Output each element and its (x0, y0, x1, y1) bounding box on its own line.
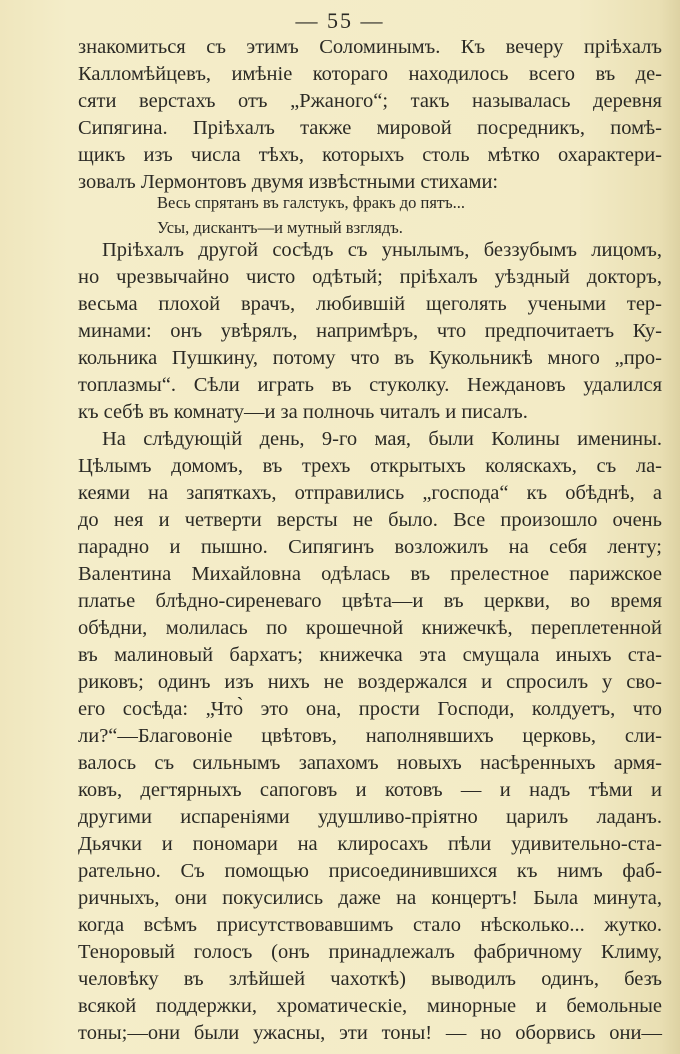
text-line: ковъ, дегтярныхъ сапоговъ и котовъ — и надъ тѣми и (78, 779, 662, 801)
text-line: Дьячки и пономари на клиросахъ пѣли удивительно-ста- (78, 833, 662, 855)
verse-quote (157, 190, 465, 240)
text-line: топлазмы“. Сѣли играть въ стуколку. Неждановъ удалился (78, 374, 662, 396)
text-line: щикъ изъ числа тѣхъ, которыхъ столь мѣтко охарактери- (78, 144, 662, 166)
text-line: рательно. Съ помощью присоединившихся къ нимъ фаб- (78, 860, 662, 882)
verse-line: Усы, дискантъ—и мутный взглядъ. (157, 218, 403, 237)
text-line: обѣдни, молилась по крошечной книжечкѣ, переплетенной (78, 617, 662, 639)
text-line: весьма плохой врачъ, любившій щеголять учеными тер- (78, 293, 662, 315)
text-line: всякой поддержки, хроматическіе, минорные и бемольные (78, 995, 662, 1017)
text-line: Цѣлымъ домомъ, въ трехъ открытыхъ коляскахъ, съ ла- (78, 455, 662, 477)
text-line: платье блѣдно-сиреневаго цвѣта—и въ церкви, во время (78, 590, 662, 612)
text-line: знакомиться съ этимъ Соломинымъ. Къ вечеру пріѣхалъ (78, 36, 662, 58)
text-line: сяти верстахъ отъ „Ржаного“; такъ называлась деревня (78, 90, 662, 112)
text-line: человѣку въ злѣйшей чахоткѣ) выводилъ одинъ, безъ (78, 968, 662, 990)
text-block-intro (78, 34, 662, 196)
text-line: Валентина Михайловна одѣлась въ прелестное парижское (78, 563, 662, 585)
text-line: парадно и пышно. Сипягинъ возложилъ на себя ленту; (78, 536, 662, 558)
text-line: но чрезвычайно чисто одѣтый; пріѣхалъ уѣздный докторъ, (78, 266, 662, 288)
text-line: когда всѣмъ присутствовавшимъ стало нѣсколько... жутко. (78, 914, 662, 936)
text-line: кеями на запяткахъ, отправились „господа“ къ обѣднѣ, а (78, 482, 662, 504)
text-block-body (78, 237, 662, 1047)
text-line: Сипягина. Пріѣхалъ также мировой посредникъ, помѣ- (78, 117, 662, 139)
text-line: въ малиновый бархатъ; книжечка эта смущала иныхъ ста- (78, 644, 662, 666)
text-line: его сосѣда: „Что̀ это она, прости Господи, колдуетъ, что (78, 698, 662, 720)
text-line: На слѣдующій день, 9-го мая, были Колины именины. (102, 428, 662, 450)
page-number: — 55 — (295, 8, 385, 33)
text-line: къ себѣ въ комнату—и за полночь читалъ и писалъ. (78, 401, 528, 423)
text-line: риковъ; одинъ изъ нихъ не воздержался и спросилъ у сво- (78, 671, 662, 693)
text-line: зовалъ Лермонтовъ двумя извѣстными стихами: (78, 171, 499, 193)
text-line: ричныхъ, они покусились даже на концертъ! Была минута, (78, 887, 662, 909)
text-line: Теноровый голосъ (онъ принадлежалъ фабричному Климу, (78, 941, 662, 963)
text-line: кольника Пушкину, потому что въ Кукольникѣ много „про- (78, 347, 662, 369)
text-line: Калломѣйцевъ, имѣніе котораго находилось всего въ де- (78, 63, 662, 85)
text-line: тоны;—они были ужасны, эти тоны! — но оборвись они— (78, 1022, 662, 1044)
text-line: Пріѣхалъ другой сосѣдъ съ унылымъ, беззубымъ лицомъ, (102, 239, 662, 261)
verse-line: Весь спрятанъ въ галстукъ, фракъ до пятъ... (157, 193, 466, 212)
text-line: ли?“—Благовоніе цвѣтовъ, наполнявшихъ церковь, сли- (78, 725, 662, 747)
text-line: валось съ сильнымъ запахомъ новыхъ насѣренныхъ армя- (78, 752, 662, 774)
text-line: минами: онъ увѣрялъ, напримѣръ, что предпочитаетъ Ку- (78, 320, 662, 342)
text-line: до нея и четверти версты не было. Все произошло очень (78, 509, 662, 531)
text-line: другими испареніями удушливо-пріятно царилъ ладанъ. (78, 806, 662, 828)
